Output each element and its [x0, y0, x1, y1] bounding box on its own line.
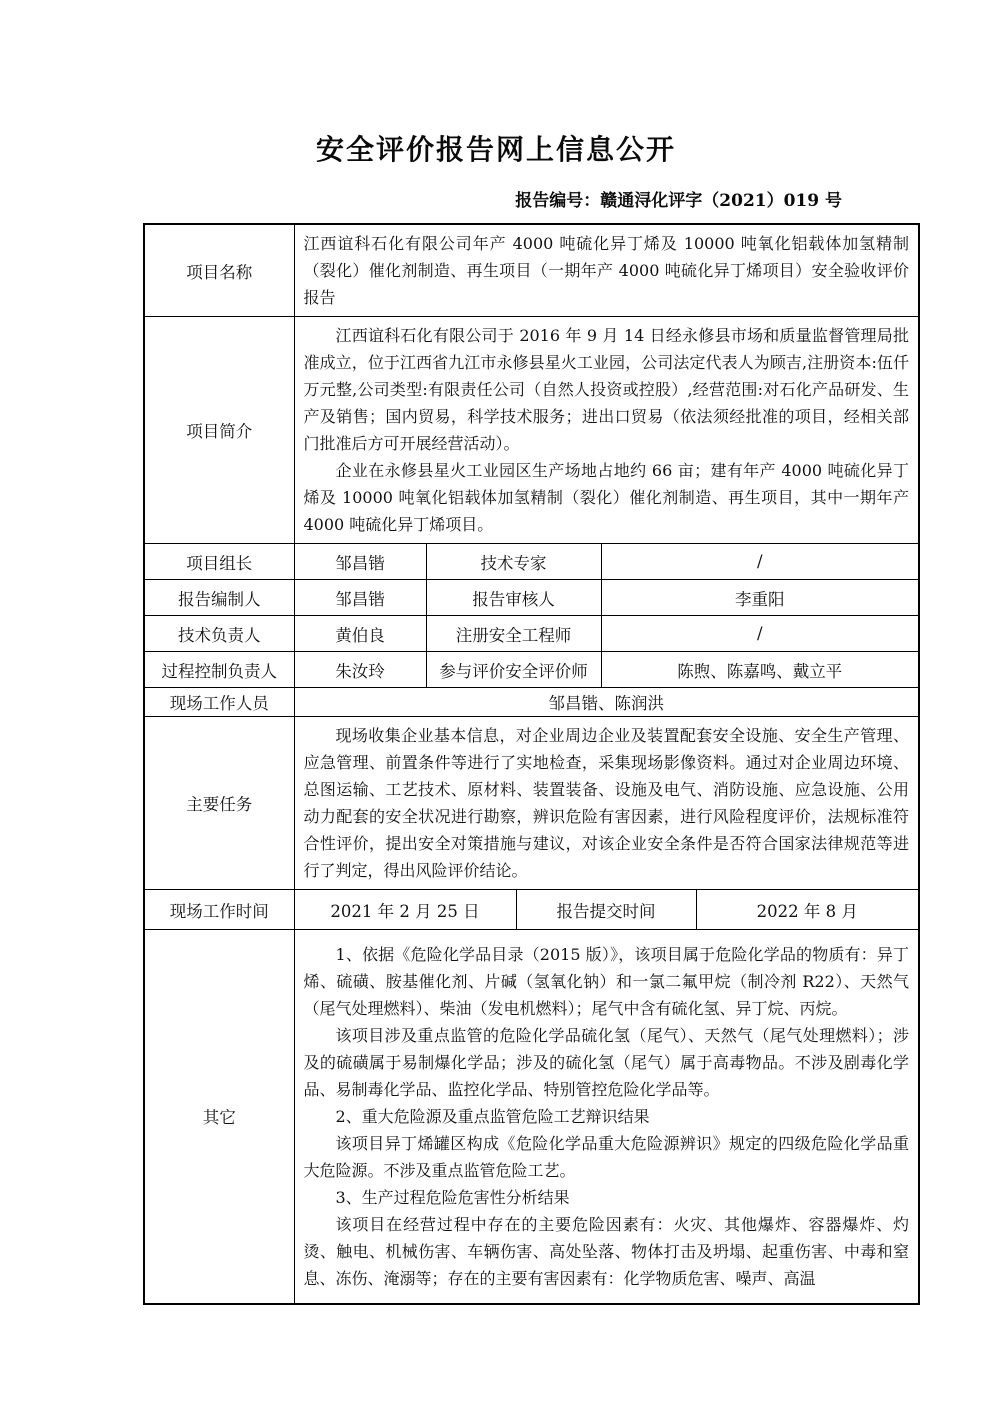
process-control-value: 朱汝玲	[294, 652, 426, 688]
page-title: 安全评价报告网上信息公开	[315, 133, 676, 166]
site-staff-value: 邹昌锴、陈润洪	[294, 688, 919, 717]
project-intro-value	[294, 317, 919, 544]
main-tasks-value	[294, 717, 919, 890]
project-intro-paragraph: 江西谊科石化有限公司于 2016 年 9 月 14 日经永修县市场和质量监督管理局批准成立，位于江西省九江市永修县星火工业园，公司法定代表人为顾吉,注册资本:伍仟万元整,公司类型:有限责任公司（自然人投资或控股）,经营范围:对石化产品研发、生产及销售；国内贸易，科学技术服务；进出口贸易（依法须经批准的项目，经相关部门批准后方可开展经营活动）。	[303, 326, 910, 453]
table-row	[144, 688, 919, 717]
project-name-label: 项目名称	[144, 224, 294, 317]
other-label: 其它	[144, 930, 294, 1304]
report-author-value: 邹昌锴	[294, 580, 426, 616]
process-control-label: 过程控制负责人	[144, 652, 294, 688]
project-leader-value: 邹昌锴	[294, 544, 426, 580]
report-number: 报告编号：赣通浔化评字（2021）019 号	[515, 191, 842, 211]
work-time-label: 现场工作时间	[144, 890, 294, 930]
other-paragraph: 该项目在经营过程中存在的主要危险因素有：火灾、其他爆炸、容器爆炸、灼烫、触电、机械伤害、车辆伤害、高处坠落、物体打击及坍塌、起重伤害、中毒和窒息、冻伤、淹溺等；存在的主要有害因素有：化学物质危害、噪声、高温	[303, 1214, 910, 1288]
other-paragraph: 3、生产过程危险危害性分析结果	[335, 1187, 570, 1207]
table-row	[144, 652, 919, 688]
other-paragraph: 该项目涉及重点监管的危险化学品硫化氢（尾气）、天然气（尾气处理燃料）；涉及的硫磺属于易制爆化学品；涉及的硫化氢（尾气）属于高毒物品。不涉及剧毒化学品、易制毒化学品、监控化学品、特别管控危险化学品等。	[303, 1025, 910, 1099]
table-row	[144, 890, 919, 930]
table-row	[144, 544, 919, 580]
table-row	[144, 717, 919, 890]
report-reviewer-label: 报告审核人	[426, 580, 601, 616]
evaluators-label: 参与评价安全评价师	[426, 652, 601, 688]
other-paragraph: 2、重大危险源及重点监管危险工艺辩识结果	[335, 1106, 650, 1126]
info-table	[143, 223, 920, 1305]
site-staff-label: 现场工作人员	[144, 688, 294, 717]
tech-expert-label: 技术专家	[426, 544, 601, 580]
project-intro-paragraph: 企业在永修县星火工业园区生产场地占地约 66 亩；建有年产 4000 吨硫化异丁烯及 10000 吨氧化铝载体加氢精制（裂化）催化剂制造、再生项目，其中一期年产 4000 吨硫化异丁烯项目。	[303, 461, 910, 534]
other-value	[294, 930, 919, 1304]
project-name-text: 江西谊科石化有限公司年产 4000 吨硫化异丁烯及 10000 吨氧化铝载体加氢精制（裂化）催化剂制造、再生项目（一期年产 4000 吨硫化异丁烯项目）安全验收评价报告	[303, 234, 910, 307]
submit-time-label: 报告提交时间	[516, 890, 696, 930]
project-name-value	[294, 224, 919, 317]
main-tasks-label: 主要任务	[144, 717, 294, 890]
tech-director-label: 技术负责人	[144, 616, 294, 652]
table-row	[144, 616, 919, 652]
other-paragraph: 1、依据《危险化学品目录（2015 版）》，该项目属于危险化学品的物质有：异丁烯、硫磺、胺基催化剂、片碱（氢氧化钠）和一氯二氟甲烷（制冷剂 R22）、天然气（尾气处理燃料）、柴油（发电机燃料）；尾气中含有硫化氢、异丁烷、丙烷。	[303, 944, 910, 1018]
safety-engineer-value: /	[601, 616, 919, 652]
other-paragraph: 该项目异丁烯罐区构成《危险化学品重大危险源辨识》规定的四级危险化学品重大危险源。不涉及重点监管危险工艺。	[303, 1133, 910, 1180]
report-reviewer-value: 李重阳	[601, 580, 919, 616]
evaluators-value: 陈煦、陈嘉鸣、戴立平	[601, 652, 919, 688]
main-tasks-paragraph: 现场收集企业基本信息，对企业周边企业及装置配套安全设施、安全生产管理、应急管理、前置条件等进行了实地检查，采集现场影像资料。通过对企业周边环境、总图运输、工艺技术、原材料、装置装备、设施及电气、消防设施、应急设施、公用动力配套的安全状况进行勘察，辨识危险有害因素，进行风险程度评价，法规标准符合性评价，提出安全对策措施与建议，对该企业安全条件是否符合国家法律规范等进行了判定，得出风险评价结论。	[303, 726, 910, 880]
table-row	[144, 224, 919, 317]
submit-time-value: 2022 年 8 月	[696, 890, 919, 930]
safety-engineer-label: 注册安全工程师	[426, 616, 601, 652]
project-leader-label: 项目组长	[144, 544, 294, 580]
table-row	[144, 317, 919, 544]
work-time-value: 2021 年 2 月 25 日	[294, 890, 516, 930]
tech-director-value: 黄伯良	[294, 616, 426, 652]
report-author-label: 报告编制人	[144, 580, 294, 616]
table-row	[144, 930, 919, 1304]
table-row	[144, 580, 919, 616]
tech-expert-value: /	[601, 544, 919, 580]
project-intro-label: 项目简介	[144, 317, 294, 544]
